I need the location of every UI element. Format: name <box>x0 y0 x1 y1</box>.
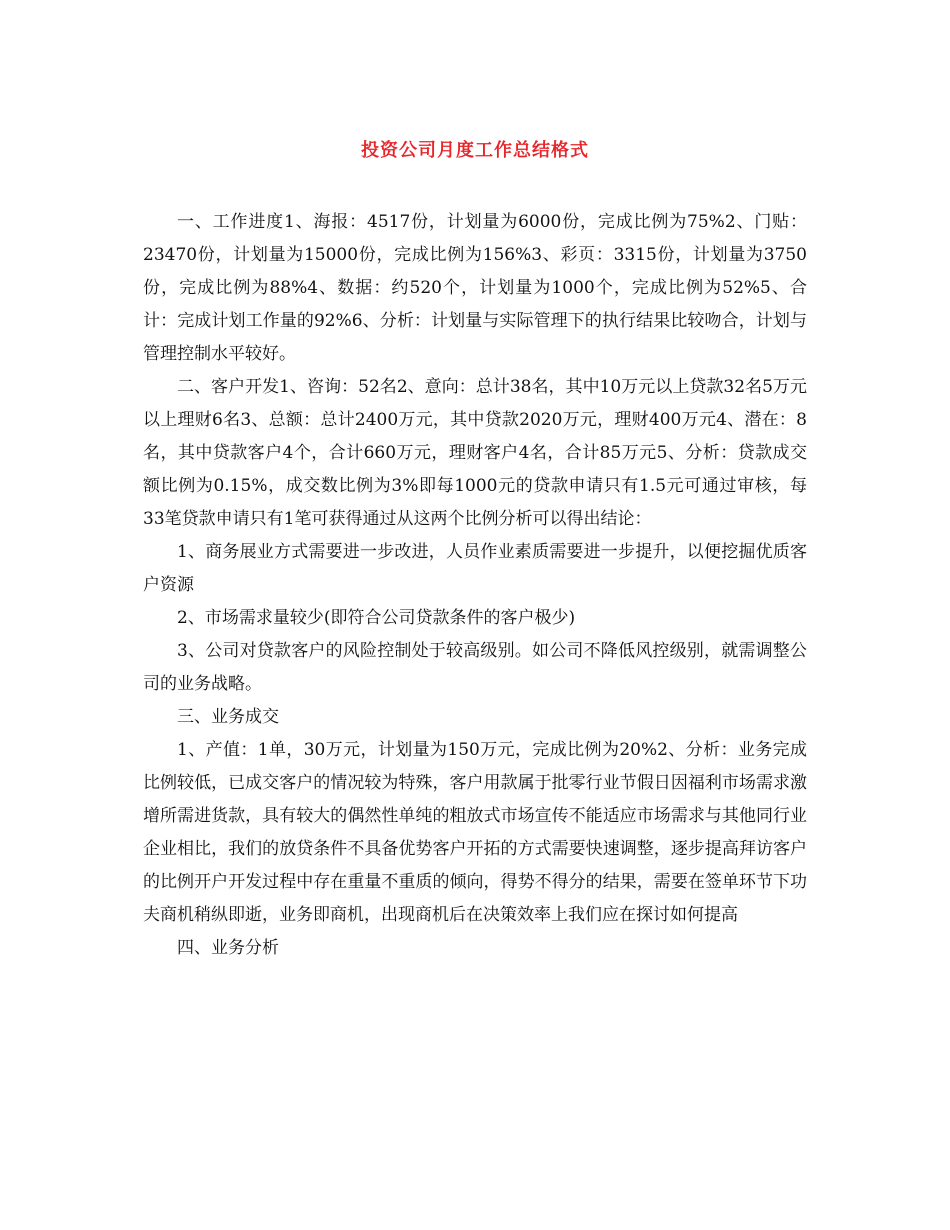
paragraph-business-deals: 1、产值：1单，30万元，计划量为150万元，完成比例为20%2、分析：业务完成比例较低，已成交客户的情况较为特殊，客户用款属于批零行业节假日因福利市场需求激增所需进货款，具有较大的偶然性单纯的粗放式市场宣传不能适应市场需求与其他同行业企业相比，我们的放贷条件不具备优势客户开拓的方式需要快速调整，逐步提高拜访客户的比例开户开发过程中存在重量不重质的倾向，得势不得分的结果，需要在签单环节下功夫商机稍纵即逝，业务即商机，出现商机后在决策效率上我们应在探讨如何提高 <box>143 740 807 925</box>
paragraph-conclusion-2: 2、市场需求量较少(即符合公司贷款条件的客户极少) <box>177 608 576 628</box>
paragraph-conclusion-3: 3、公司对贷款客户的风险控制处于较高级别。如公司不降低风控级别，就需调整公司的业务战略。 <box>143 641 807 694</box>
paragraph-client-development: 二、客户开发1、咨询：52名2、意向：总计38名，其中10万元以上贷款32名5万元以上理财6名3、总额：总计2400万元，其中贷款2020万元，理财400万元4、潜在：8名，其中贷款客户4个，合计660万元，理财客户4名，合计85万元5、分析：贷款成交额比例为0.15%，成交数比例为3%即每1000元的贷款申请只有1.5元可通过审核，每33笔贷款申请只有1笔可获得通过从这两个比例分析可以得出结论： <box>143 377 807 529</box>
paragraph-work-progress: 一、工作进度1、海报：4517份，计划量为6000份，完成比例为75%2、门贴：23470份，计划量为15000份，完成比例为156%3、彩页：3315份，计划量为3750份，完成比例为88%4、数据：约520个，计划量为1000个，完成比例为52%5、合计：完成计划工作量的92%6、分析：计划量与实际管理下的执行结果比较吻合，计划与管理控制水平较好。 <box>143 212 807 364</box>
section-heading-business-deals: 三、业务成交 <box>177 707 279 727</box>
document-body <box>143 206 807 965</box>
section-heading-business-analysis: 四、业务分析 <box>177 938 279 958</box>
paragraph-conclusion-1: 1、商务展业方式需要进一步改进，人员作业素质需要进一步提升，以便挖掘优质客户资源 <box>143 542 807 595</box>
document-title: 投资公司月度工作总结格式 <box>361 140 589 161</box>
